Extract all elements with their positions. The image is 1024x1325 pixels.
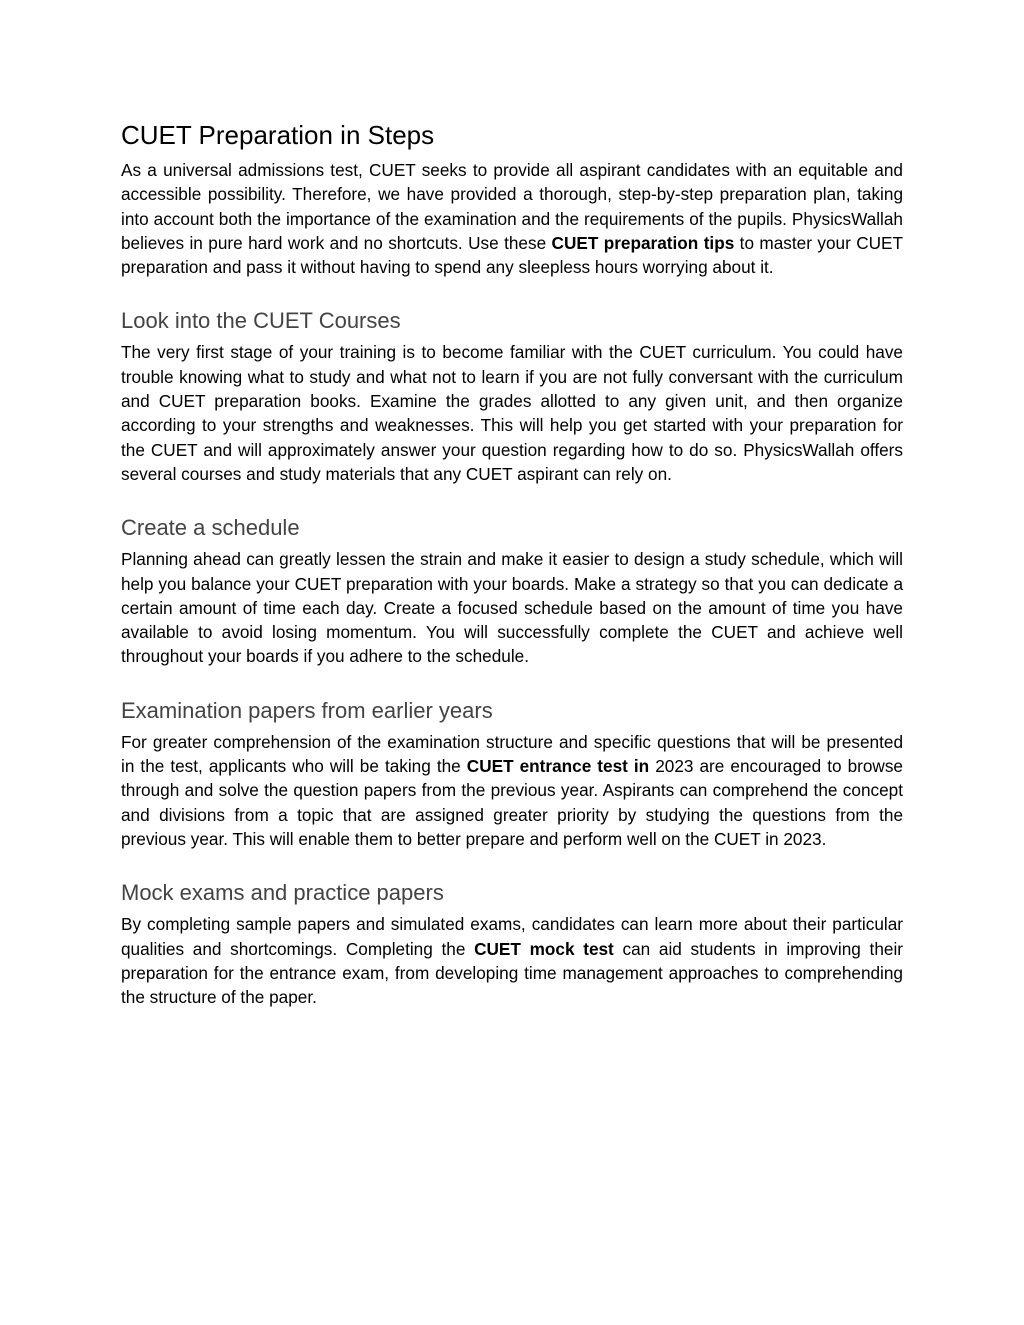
page-title: CUET Preparation in Steps xyxy=(121,120,435,150)
section-text-continued: 2023 are encouraged to browse through and solve the question papers from the previous year. Aspirants can comprehend the concept and divisions from a topic that are assigned greater priority by studying the questions from the previous year. This will enable them to better prepare and perform well on the CUET in 2023. xyxy=(121,756,903,849)
section-schedule xyxy=(121,513,903,668)
document-page xyxy=(121,117,903,1009)
section-text: For greater comprehension of the examination structure and specific questions that will be presented in the test, applicants who will be taking the xyxy=(121,731,903,777)
section-paragraph xyxy=(121,912,903,1009)
section-paragraph: Planning ahead can greatly lessen the strain and make it easier to design a study schedule, which will help you balance your CUET preparation with your boards. Make a strategy so that you can dedicate a certain amount of time each day. Create a focused schedule based on the amount of time you have available to avoid losing momentum. You will successfully complete the CUET and achieve well throughout your boards if you adhere to the schedule. xyxy=(121,549,903,667)
cuet-entrance-test-bold: CUET entrance test in xyxy=(466,756,650,777)
section-text-continued: can aid students in improving their preparation for the entrance exam, from developing time management approaches to comprehending the structure of the paper. xyxy=(121,938,903,1008)
section-earlier-papers xyxy=(121,696,903,851)
section-paragraph xyxy=(121,730,903,851)
section-heading: Examination papers from earlier years xyxy=(121,697,493,723)
cuet-preparation-tips-bold: CUET preparation tips xyxy=(551,232,735,253)
intro-text-continued: to master your CUET preparation and pass it without having to spend any sleepless hours worrying about it. xyxy=(121,232,903,278)
intro-text: As a universal admissions test, CUET seeks to provide all aspirant candidates with an equitable and accessible possibility. Therefore, we have provided a thorough, step-by-step preparation plan, taking into account both the importance of the examination and the requirements of the pupils. PhysicsWallah believes in pure hard work and no shortcuts. Use these xyxy=(121,160,903,253)
section-heading: Create a schedule xyxy=(121,515,300,541)
intro-paragraph xyxy=(121,158,903,279)
section-cuet-courses xyxy=(121,306,903,486)
section-heading: Look into the CUET Courses xyxy=(121,308,401,334)
section-heading: Mock exams and practice papers xyxy=(121,880,444,906)
cuet-mock-test-bold: CUET mock test xyxy=(474,938,614,959)
section-mock-exams xyxy=(121,878,903,1009)
section-text: By completing sample papers and simulated exams, candidates can learn more about their particular qualities and shortcomings. Completing the xyxy=(121,914,903,959)
section-paragraph: The very first stage of your training is to become familiar with the CUET curriculum. You could have trouble knowing what to study and what not to learn if you are not fully conversant with the curriculum and CUET preparation books. Examine the grades allotted to any given unit, and then organize according to your strengths and weaknesses. This will help you get started with your preparation for the CUET and will approximately answer your question regarding how to do so. PhysicsWallah offers several courses and study materials that any CUET aspirant can rely on. xyxy=(121,342,903,484)
